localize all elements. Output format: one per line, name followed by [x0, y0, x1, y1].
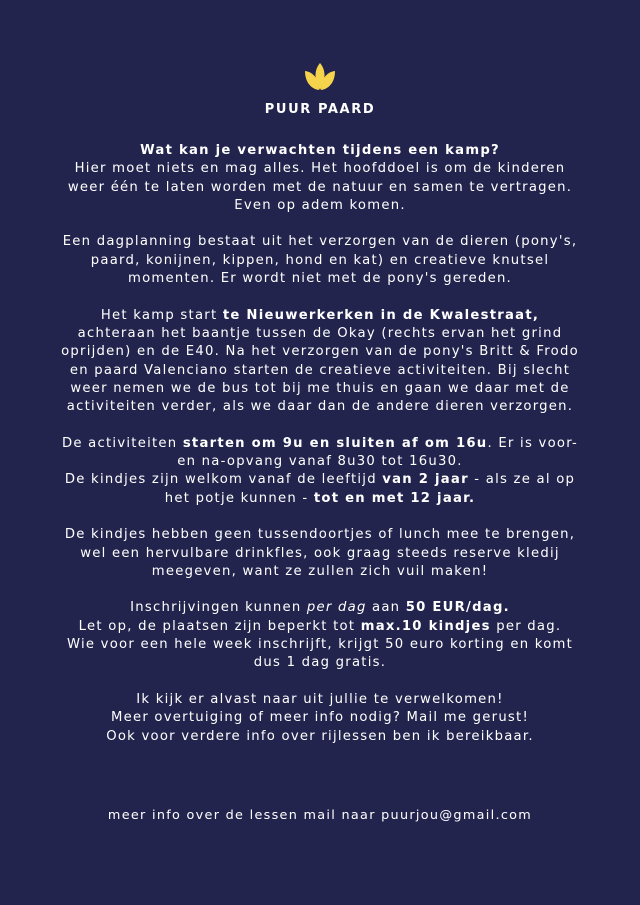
locatie-section: [60, 307, 580, 417]
dagplanning-text: Een dagplanning bestaat uit het verzorgen van de dieren (pony's, paard, konijnen, kippen, hond en kat) en creatieve knutsel momenten. Er wordt niet met de pony's gereden.: [62, 234, 578, 287]
locatie-post: achteraan het baantje tussen de Okay (rechts ervan het grind oprijden) en de E40. Na het verzorgen van de pony's Britt & Frodo en paard Valenciano starten de creatieve activiteiten. Bij slecht weer nemen we de bus tot bij me thuis en gaan we daar met de activiteiten verder, als we daar dan de andere dieren verzorgen.: [61, 325, 579, 415]
intro-section: [60, 142, 580, 215]
leaf-sprout-icon: [302, 62, 338, 92]
meebrengen-section: [60, 526, 580, 581]
inschrijving-line2: [60, 618, 580, 636]
intro-text: Hier moet niets en mag alles. Het hoofddoel is om de kinderen weer één te laten worden met de natuur en samen te vertragen. Even op adem komen.: [67, 161, 573, 213]
intro-heading: Wat kan je verwachten tijdens een kamp?: [140, 143, 500, 158]
inschrijving-price: 50 EUR/dag.: [405, 600, 510, 616]
leeftijd-min: van 2 jaar: [382, 472, 469, 488]
inschrijving-max: max.10 kindjes: [360, 618, 491, 634]
locatie-pre: Het kamp start: [100, 307, 223, 323]
locatie-address: te Nieuwerkerken in de Kwalestraat,: [222, 307, 540, 323]
leeftijd-max: tot en met 12 jaar.: [313, 490, 476, 506]
uren-line: [60, 435, 580, 472]
inschrijving-line1: [60, 599, 580, 617]
afsluiter-line2: Meer overtuiging of meer info nodig? Mail me gerust!: [110, 710, 530, 726]
uren-pre: De activiteiten: [61, 435, 183, 451]
afsluiter-section: [60, 691, 580, 746]
afsluiter-line3: Ook voor verdere info over rijlessen ben ik bereikbaar.: [106, 728, 534, 744]
brand-name: PUUR PAARD: [264, 102, 376, 117]
leeftijd-mid: - als ze al op het potje kunnen -: [164, 472, 576, 506]
leeftijd-line: [60, 471, 580, 508]
inschrijving-section: [60, 599, 580, 672]
inschrijving-per-dag: per dag: [306, 600, 367, 616]
uren-hours: starten om 9u en sluiten af om 16u: [182, 435, 488, 451]
inschrijving-pre: Inschrijvingen kunnen: [130, 600, 307, 616]
leeftijd-pre: De kindjes zijn welkom vanaf de leeftijd: [64, 472, 383, 488]
inschrijving-mid: aan: [366, 600, 406, 616]
afsluiter-line1: Ik kijk er alvast naar uit jullie te verwelkomen!: [136, 691, 504, 707]
inschrijving-line2-post: per dag.: [490, 618, 562, 634]
dagplanning-section: [60, 233, 580, 288]
meebrengen-text: De kindjes hebben geen tussendoortjes of lunch mee te brengen, wel een hervulbare drinkfles, ook graag steeds reserve kledij meegeven, want ze zullen zich vuil maken!: [64, 527, 576, 579]
uren-section: [60, 435, 580, 508]
flyer-content: [60, 142, 580, 764]
inschrijving-line2-pre: Let op, de plaatsen zijn beperkt tot: [78, 618, 361, 634]
footer-contact: meer info over de lessen mail naar puurjou@gmail.com: [107, 808, 533, 823]
uren-post: . Er is voor- en na-opvang vanaf 8u30 tot 16u30.: [177, 435, 579, 470]
inschrijving-line3: Wie voor een hele week inschrijft, krijgt 50 euro korting en komt dus 1 dag gratis.: [66, 637, 574, 671]
